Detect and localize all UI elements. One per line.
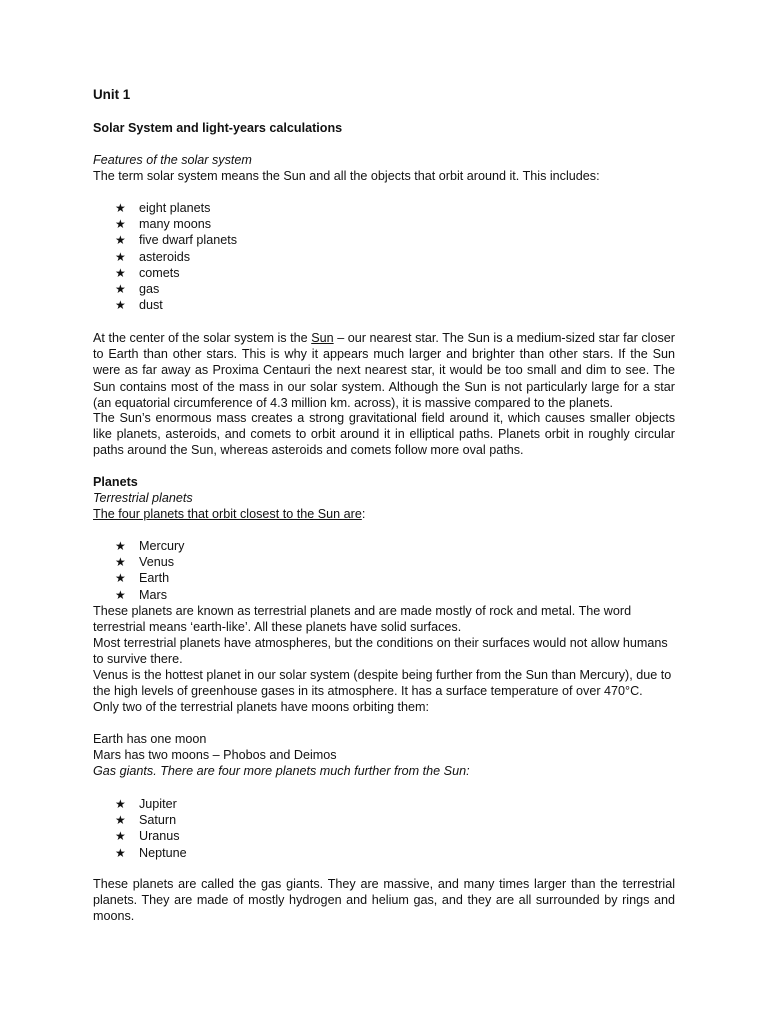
list-item: ★ asteroids [115, 249, 191, 264]
list-item: ★ Saturn [115, 813, 177, 828]
list-item: ★ eight planets [115, 201, 211, 215]
mars-moons: Mars has two moons – Phobos and Deimos [93, 748, 337, 762]
terrestrial-heading: Terrestrial planets [93, 491, 193, 505]
list-item: ★ Jupiter [115, 797, 177, 811]
intro-text: The term solar system means the Sun and all the objects that orbit around it. This includes: [93, 169, 600, 183]
gas-giants-intro: Gas giants. There are four more planets much further from the Sun: [93, 764, 470, 778]
star-bullet-icon: ★ [115, 539, 126, 553]
list-item: ★ Neptune [115, 845, 187, 860]
features-heading: Features of the solar system [93, 153, 252, 167]
gas-giants-paragraph: These planets are called the gas giants. They are massive, and many times larger than the terrestrial planets. They are made of mostly hydrogen and helium gas, and they are all surrounded by rings and moons. [93, 877, 675, 924]
moons-intro: Only two of the terrestrial planets have moons orbiting them: [93, 700, 429, 714]
star-bullet-icon: ★ [115, 555, 126, 570]
four-planets-intro: The four planets that orbit closest to the Sun are: [93, 507, 366, 521]
star-bullet-icon: ★ [115, 217, 126, 232]
star-bullet-icon: ★ [115, 829, 126, 844]
list-item: ★ comets [115, 265, 180, 280]
atmosphere-paragraph: Most terrestrial planets have atmospheres, but the conditions on their surfaces would not allow humans to survive there. [93, 636, 668, 667]
star-bullet-icon: ★ [115, 587, 126, 602]
star-bullet-icon: ★ [115, 281, 126, 296]
star-bullet-icon: ★ [115, 845, 126, 860]
terrestrial-planets-list [115, 538, 184, 603]
star-bullet-icon: ★ [115, 233, 126, 248]
list-item: ★ five dwarf planets [115, 233, 238, 248]
list-item: ★ Earth [115, 571, 170, 586]
section-title: Solar System and light-years calculations [93, 121, 343, 135]
earth-moon: Earth has one moon [93, 732, 207, 746]
unit-title: Unit 1 [93, 87, 131, 102]
star-bullet-icon: ★ [115, 571, 126, 586]
list-item: ★ dust [115, 298, 163, 313]
list-item: ★ gas [115, 281, 160, 296]
list-item: ★ Venus [115, 555, 175, 570]
star-bullet-icon: ★ [115, 201, 126, 215]
terrestrial-paragraph: These planets are known as terrestrial planets and are made mostly of rock and metal. The word terrestrial means ‘earth-like’. All these planets have solid surfaces. [93, 604, 632, 635]
mass-paragraph: The Sun’s enormous mass creates a strong gravitational field around it, which causes smaller objects like planets, asteroids, and comets to orbit around it in elliptical paths. Planets orbit in roughly circular paths around the Sun, whereas asteroids and comets follow more oval paths. [93, 411, 675, 458]
star-bullet-icon: ★ [115, 797, 126, 811]
list-item: ★ many moons [115, 217, 212, 232]
star-bullet-icon: ★ [115, 298, 126, 313]
star-bullet-icon: ★ [115, 265, 126, 280]
star-bullet-icon: ★ [115, 813, 126, 828]
list-item: ★ Mars [115, 587, 167, 602]
star-bullet-icon: ★ [115, 249, 126, 264]
list-item: ★ Uranus [115, 829, 180, 844]
gas-giants-list [115, 796, 187, 861]
sun-link[interactable]: Sun [311, 331, 334, 345]
planets-heading: Planets [93, 475, 138, 489]
venus-paragraph: Venus is the hottest planet in our solar system (despite being further from the Sun than Mercury), due to the high levels of greenhouse gases in its atmosphere. It has a surface temperature of over 470°C. [93, 668, 672, 699]
sun-paragraph: At the center of the solar system is the Sun – our nearest star. The Sun is a medium-sized star far closer to Earth than other stars. This is why it appears much larger and brighter than other stars. If the Sun were as far away as Proxima Centauri the next nearest star, it would be too small and dim to see. The Sun contains most of the mass in our solar system. Although the Sun is not particularly large for a star (an equatorial circumference of 4.3 million km. across), it is massive compared to the planets. [93, 331, 675, 410]
list-item: ★ Mercury [115, 539, 185, 553]
solar-system-items-list [115, 200, 237, 313]
